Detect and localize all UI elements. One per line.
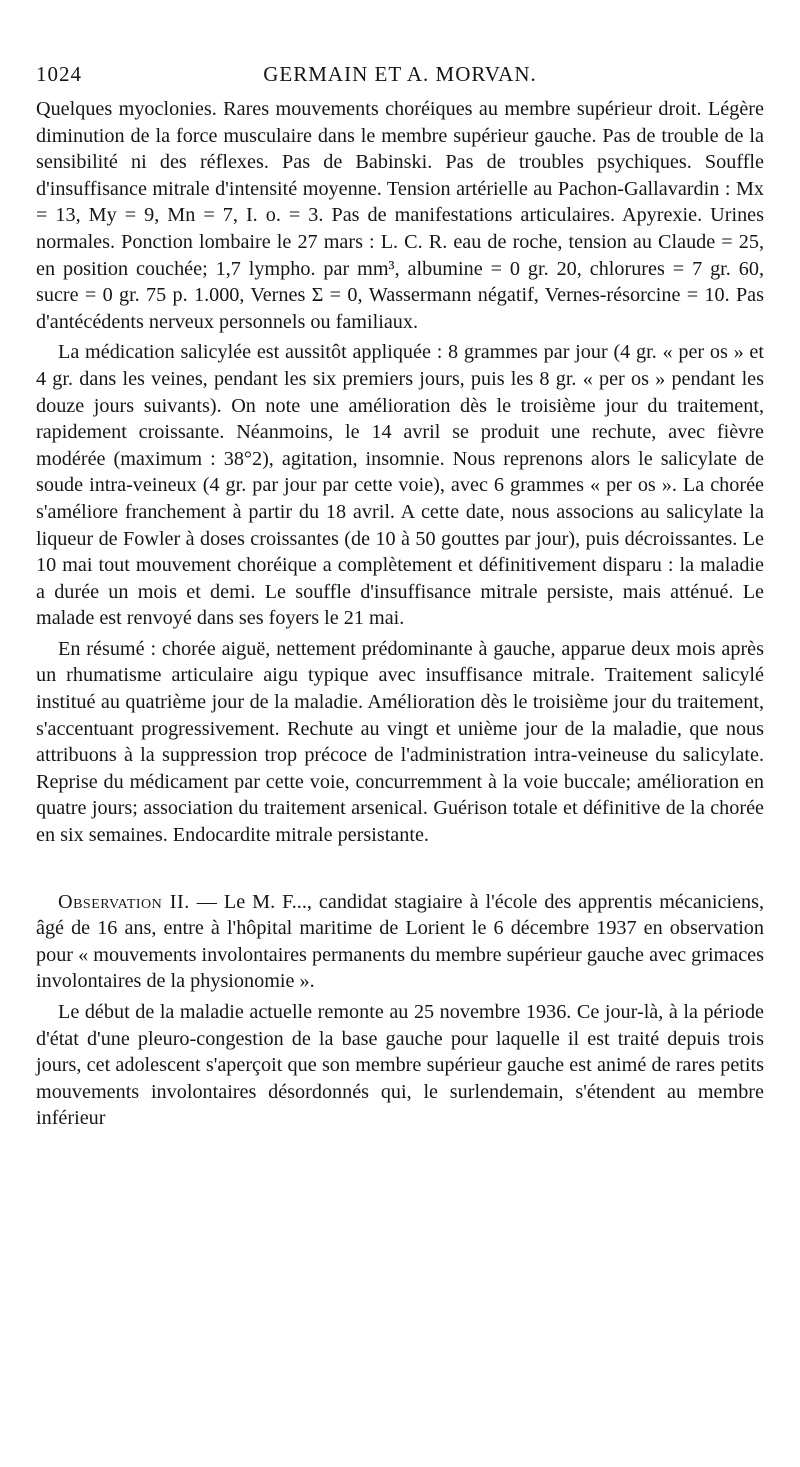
running-title: GERMAIN ET A. MORVAN. — [263, 62, 537, 86]
running-head — [36, 62, 764, 86]
page-number: 1024 — [36, 62, 82, 86]
observation-heading: Observation II. — [58, 890, 190, 913]
body-text — [36, 96, 764, 1132]
paragraph-summary: En résumé : chorée aiguë, nettement prédominante à gauche, apparue deux mois après un rhumatisme articulaire aigu typique avec insuffisance mitrale. Traitement salicylé institué au quatrième jour de la maladie. Amélioration dès le troisième jour du traitement, s'accentuant progressivement. Rechute au vingt et unième jour de la maladie, que nous attribuons à la suppression trop précoce de l'administration intra-veineuse du salicylate. Reprise du médicament par cette voie, concurremment à la voie buccale; amélioration en quatre jours; association du traitement arsenical. Guérison totale et définitive de la chorée en six semaines. Endocardite mitrale persistante. — [36, 637, 764, 847]
paragraph-case-findings: Quelques myoclonies. Rares mouvements choréiques au membre supérieur droit. Légère diminution de la force musculaire dans le membre supérieur gauche. Pas de trouble de la sensibilité ni des réflexes. Pas de Babinski. Pas de troubles psychiques. Souffle d'insuffisance mitrale d'intensité moyenne. Tension artérielle au Pachon-Gallavardin : Mx = 13, My = 9, Mn = 7, I. o. = 3. Pas de manifestations articulaires. Apyrexie. Urines normales. Ponction lombaire le 27 mars : L. C. R. eau de roche, tension au Claude = 25, en position couchée; 1,7 lympho. par mm³, albumine = 0 gr. 20, chlorures = 7 gr. 60, sucre = 0 gr. 75 p. 1.000, Vernes Σ = 0, Wassermann négatif, Vernes-résorcine = 10. Pas d'antécédents nerveux personnels ou familiaux. — [36, 98, 764, 333]
paragraph-observation-ii — [36, 889, 764, 995]
paragraph-treatment: La médication salicylée est aussitôt appliquée : 8 grammes par jour (4 gr. « per os » et 4 gr. dans les veines, pendant les six premiers jours, puis les 8 gr. « per os » pendant les douze jours suivants). On note une amélioration dès le troisième jour du traitement, rapidement croissante. Néanmoins, le 14 avril se produit une rechute, avec fièvre modérée (maximum : 38°2), agitation, insomnie. Nous reprenons alors le salicylate de soude intra-veineux (4 gr. par jour par cette voie), avec 6 grammes « per os ». La chorée s'améliore franchement à partir du 18 avril. A cette date, nous associons au salicylate la liqueur de Fowler à doses croissantes (de 10 à 50 gouttes par jour), puis décroissantes. Le 10 mai tout mouvement choréique a complètement et définitivement disparu : la maladie a durée un mois et demi. Le souffle d'insuffisance mitrale persiste, mais atténué. Le malade est renvoyé dans ses foyers le 21 mai. — [36, 341, 764, 630]
observation-text: — Le M. F..., candidat stagiaire à l'école des apprentis mécaniciens, âgé de 16 ans, entre à l'hôpital maritime de Lorient le 6 décembre 1937 en observation pour « mouvements involontaires permanents du membre supérieur gauche avec grimaces involontaires de la physionomie ». — [36, 890, 765, 993]
paragraph-disease-onset: Le début de la maladie actuelle remonte au 25 novembre 1936. Ce jour-là, à la période d'état d'une pleuro-congestion de la base gauche pour laquelle il est traité depuis trois jours, cet adolescent s'aperçoit que son membre supérieur gauche est animé de rares petits mouvements involontaires désordonnés qui, le surlendemain, s'étendent au membre inférieur — [36, 1001, 764, 1130]
